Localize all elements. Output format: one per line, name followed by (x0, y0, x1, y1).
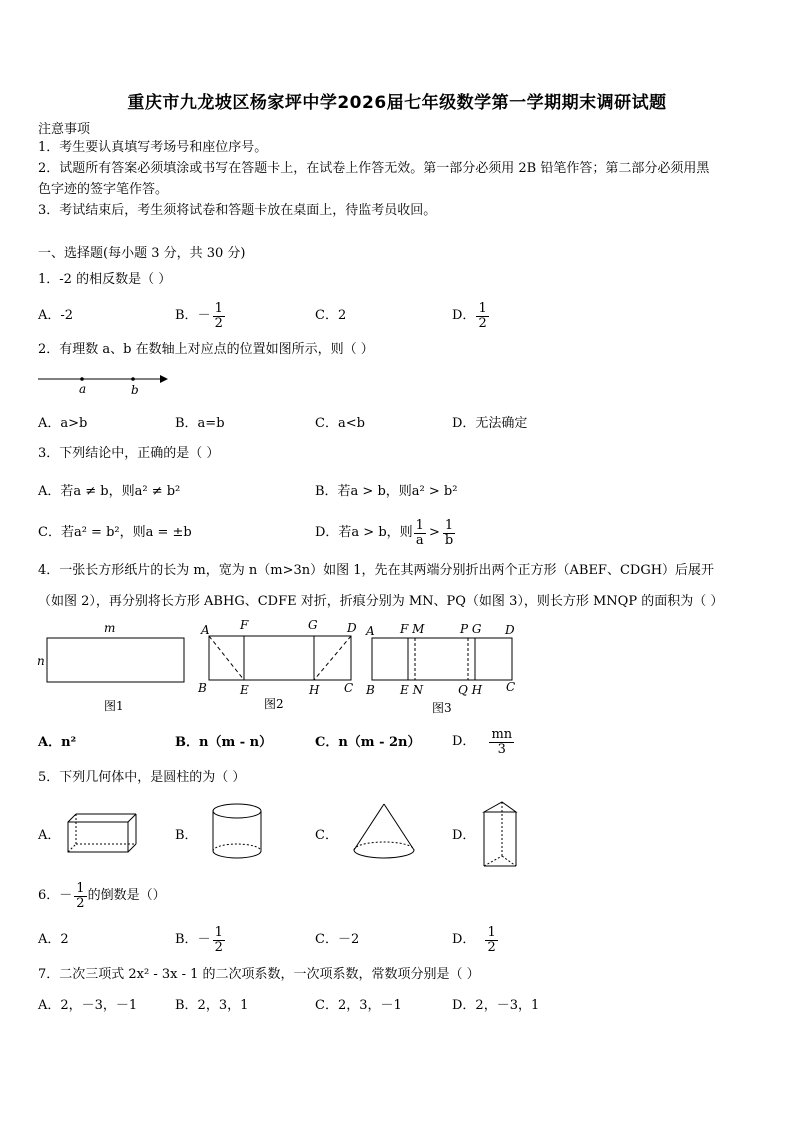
cone-figure (348, 800, 420, 864)
vertex-c-label: C (344, 681, 354, 695)
figure-3 (362, 618, 530, 718)
fraction (485, 926, 497, 955)
q6-option-d (452, 920, 499, 960)
question-7-stem: 7．二次三项式 2x² - 3x - 1 的二次项系数，一次项系数，常数项分别是（ ） (38, 967, 480, 982)
fraction (443, 519, 455, 548)
vertex-h-label: H (309, 683, 320, 697)
q4-option-c: C．n（m - 2n） (315, 735, 421, 750)
cylinder-figure (207, 800, 267, 864)
vertex-pg-label: P G (460, 622, 482, 636)
figure-caption: 图1 (104, 699, 124, 713)
fraction-numerator: 1 (415, 517, 424, 533)
q7-option-a: A．2，－3，－1 (38, 998, 138, 1013)
q5-option-a: A． (38, 828, 61, 843)
point-b-label: b (131, 383, 139, 397)
option-label: B． (175, 932, 198, 947)
q7-option-d: D．2，－3，1 (452, 998, 540, 1013)
note-item: 1．考生要认真填写考场号和座位序号。 (38, 140, 268, 155)
option-text: D．若a > b，则 (315, 525, 413, 540)
q6-option-b (175, 920, 226, 960)
option-label: B． (175, 308, 198, 323)
cuboid-figure (64, 810, 140, 860)
notes-header: 注意事项 (38, 122, 91, 137)
q1-option-c: C．2 (315, 308, 347, 323)
question-6-stem (38, 876, 166, 916)
fraction-denominator: 2 (214, 315, 223, 331)
fraction-denominator: 2 (214, 939, 223, 955)
vertex-g-label: G (308, 618, 318, 632)
q2-option-a: A．a>b (38, 416, 88, 431)
fraction-denominator: 3 (497, 741, 506, 757)
q5-option-d: D． (452, 828, 476, 843)
question-2-stem: 2．有理数 a、b 在数轴上对应点的位置如图所示，则（ ） (38, 342, 374, 357)
negative-sign: － (197, 932, 211, 947)
fraction-numerator: 1 (444, 517, 454, 533)
negative-sign: － (197, 308, 211, 323)
fraction (213, 302, 225, 331)
fraction-denominator: b (444, 532, 454, 548)
question-4-stem-continued: （如图 2），再分别将长方形 ABHG、CDFE 对折，折痕分别为 MN、PQ（如图 3），则长方形 MNQP 的面积为（ ） (38, 594, 724, 609)
option-label: D． (452, 932, 476, 947)
q4-option-a: A．n² (38, 735, 77, 750)
triangular-prism-figure (478, 796, 522, 872)
q6-option-c: C．－2 (315, 932, 360, 947)
side-n-label: n (37, 654, 45, 668)
q3-option-a: A．若a ≠ b，则a² ≠ b² (38, 484, 181, 499)
question-5-stem: 5．下列几何体中，是圆柱的为（ ） (38, 770, 246, 785)
fraction-numerator: mn (491, 726, 513, 742)
fraction-numerator: 1 (214, 924, 223, 940)
fraction-numerator: 1 (487, 924, 496, 940)
vertex-qh-label: Q H (458, 683, 483, 697)
fraction-numerator: 1 (478, 300, 487, 316)
figure-1 (34, 618, 194, 714)
fraction (476, 302, 488, 331)
point-a-label: a (79, 382, 87, 396)
page-title: 重庆市九龙坡区杨家坪中学2026届七年级数学第一学期期末调研试题 (127, 93, 667, 113)
fraction-denominator: 2 (76, 895, 85, 911)
fraction-numerator: 1 (76, 880, 85, 896)
vertex-d-label: D (347, 621, 357, 635)
vertex-b-label: B (198, 681, 207, 695)
note-item: 3．考试结束后，考生须将试卷和答题卡放在桌面上，待监考员收回。 (38, 203, 437, 218)
question-number: 6． (38, 888, 60, 903)
vertex-e-label: E (240, 683, 249, 697)
q5-option-b: B． (175, 828, 198, 843)
figure-2 (196, 616, 364, 712)
note-item: 色字迹的签字笔作答。 (38, 182, 169, 197)
q4-option-b: B．n（m - n） (175, 735, 273, 750)
fraction (213, 926, 225, 955)
fraction-numerator: 1 (214, 300, 223, 316)
question-3-stem: 3．下列结论中，正确的是（ ） (38, 446, 220, 461)
option-label: D． (452, 308, 476, 323)
vertex-a-label: A (366, 624, 375, 638)
fraction (414, 519, 426, 548)
q3-option-c: C．若a² = b²，则a = ±b (38, 525, 192, 540)
fraction (74, 882, 86, 911)
q1-option-d (452, 296, 490, 336)
q2-option-b: B．a=b (175, 416, 225, 431)
negative-sign: － (59, 888, 73, 903)
comparison-sign: > (428, 525, 440, 540)
vertex-en-label: E N (400, 683, 424, 697)
q1-option-b (175, 296, 226, 336)
vertex-b-label: B (366, 683, 375, 697)
q2-option-c: C．a<b (315, 416, 365, 431)
figure-caption: 图3 (432, 701, 452, 715)
question-4-stem: 4．一张长方形纸片的长为 m，宽为 n（m>3n）如图 1，先在其两端分别折出两个正方形（ABEF、CDGH）后展开 (38, 563, 715, 578)
question-1-stem: 1．-2 的相反数是（ ） (38, 272, 172, 287)
q1-option-a: A．-2 (38, 308, 74, 323)
option-label: D． (452, 734, 476, 749)
note-item: 2．试题所有答案必须填涂或书写在答题卡上，在试卷上作答无效。第一部分必须用 2B 铅笔作答；第二部分必须用黑 (38, 161, 710, 176)
section-heading: 一、选择题(每小题 3 分，共 30 分) (38, 246, 246, 261)
q6-option-a: A．2 (38, 932, 69, 947)
fraction-denominator: a (415, 532, 424, 548)
number-line-figure (36, 368, 176, 398)
q7-option-c: C．2，3，－1 (315, 998, 402, 1013)
q7-option-b: B．2，3，1 (175, 998, 249, 1013)
fraction (489, 728, 514, 757)
fraction-denominator: 2 (478, 315, 487, 331)
q3-option-d (315, 513, 456, 553)
vertex-d-label: D (505, 623, 515, 637)
vertex-f-label: F (240, 618, 249, 632)
q4-option-d (452, 722, 515, 762)
vertex-c-label: C (506, 680, 516, 694)
q3-option-b: B．若a > b，则a² > b² (315, 484, 458, 499)
fraction-denominator: 2 (487, 939, 496, 955)
q2-option-d: D．无法确定 (452, 416, 528, 431)
vertex-a-label: A (201, 623, 210, 637)
q5-option-c: C． (315, 828, 338, 843)
question-text: 的倒数是（） (87, 888, 166, 903)
vertex-fm-label: F M (400, 622, 425, 636)
side-m-label: m (104, 621, 116, 635)
figure-caption: 图2 (264, 697, 284, 711)
